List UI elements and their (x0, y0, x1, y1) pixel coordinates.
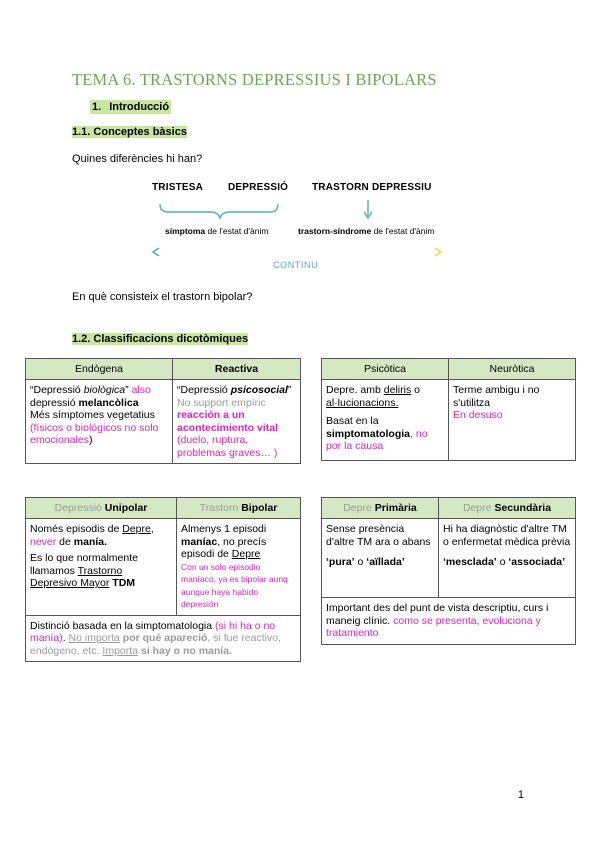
header-secundaria: Depre Secundària (439, 498, 576, 519)
diagram-label-trastorn: TRASTORN DEPRESSIU (312, 182, 432, 193)
diagram-caption-sindrome (298, 226, 434, 236)
subsection-heading-classificacions (72, 333, 248, 345)
cell-neurotica: Terme ambigu i no s'utilitza En desuso (449, 380, 576, 461)
cell-secundaria: Hi ha diagnòstic d'altre TM o enfermetat mèdica prèvia ‘mesclada’ o ‘associada’ (439, 519, 576, 598)
caption-bold: trastorn-síndrome (298, 226, 372, 236)
section-heading-introduccio (90, 100, 171, 114)
subsection-label: 1.1. Conceptes bàsics (72, 126, 187, 138)
caption-bold: símptoma (165, 226, 206, 236)
caption-rest: de l'estat d'ànim (205, 226, 269, 236)
section-number: 1. (92, 101, 102, 113)
cell-endogena: “Depressió biològica” also depressió melancòlica Més símptomes vegetatius (físicos o biológicos no solo emocionales) (26, 380, 173, 464)
diagram-caption-simptoma (165, 226, 268, 236)
cell-reactiva: “Depressió psicosocial” No support empíric reacción a un acontecimiento vital (duelo, ruptura, problemas graves… ) (173, 380, 301, 464)
header-primaria: Depre Primària (322, 498, 439, 519)
cell-primaria: Sense presència d'altre TM ara o abans ‘pura’ o ‘aïllada’ (322, 519, 439, 598)
cell-bipolar: Almenys 1 episodi maníac, no precís episodi de Depre Con un solo episodio maníaco, ya es bipolar aunq aunque haya habido depresión (177, 519, 301, 616)
footer-primaria-secundaria: Important des del punt de vista descriptiu, curs i maneig clínic. como se presenta, evoluciona y tratamiento (322, 598, 576, 645)
caption-rest: de l'estat d'ànim (371, 226, 435, 236)
header-neurotica: Neuròtica (449, 359, 576, 380)
question-bipolar: En què consisteix el trastorn bipolar? (72, 291, 253, 303)
subsection-heading-conceptes (72, 126, 187, 138)
page-title: TEMA 6. TRASTORNS DEPRESSIUS I BIPOLARS (72, 70, 437, 89)
diagram-label-tristesa: TRISTESA (152, 182, 204, 193)
header-bipolar: Trastorn Bipolar (177, 498, 301, 519)
table-unipolar-bipolar (25, 497, 301, 662)
table-endogena-reactiva (25, 358, 301, 464)
diagram-label-continu: CONTINU (273, 260, 319, 270)
table-primaria-secundaria (321, 497, 576, 645)
table-psicotica-neurotica (321, 358, 576, 461)
header-reactiva: Reactiva (173, 359, 301, 380)
cell-psicotica: Depre. amb deliris o al·lucionacions. Basat en la simptomatologia, no por la causa (322, 380, 449, 461)
question-differences: Quines diferències hi han? (72, 153, 203, 165)
header-psicotica: Psicòtica (322, 359, 449, 380)
header-endogena: Endògena (26, 359, 173, 380)
section-label: Introducció (109, 101, 170, 113)
header-unipolar: Depressió Unipolar (26, 498, 177, 519)
brace-icon (160, 204, 278, 218)
subsection-label: 1.2. Classificacions dicotòmiques (72, 333, 249, 345)
page-number: 1 (517, 789, 524, 801)
footer-unipolar-bipolar: Distinció basada en la simptomatologia (si hi ha o no manía). No importa por qué apareció, si fue reactivo, endógeno, etc. Importa si hay o no manía. (26, 615, 301, 662)
diagram-label-depressio: DEPRESSIÓ (228, 182, 289, 193)
cell-unipolar: Només episodis de Depre, never de manía. Es lo que normalmente llamamos Trastorno Depresivo Mayor TDM (26, 519, 177, 616)
